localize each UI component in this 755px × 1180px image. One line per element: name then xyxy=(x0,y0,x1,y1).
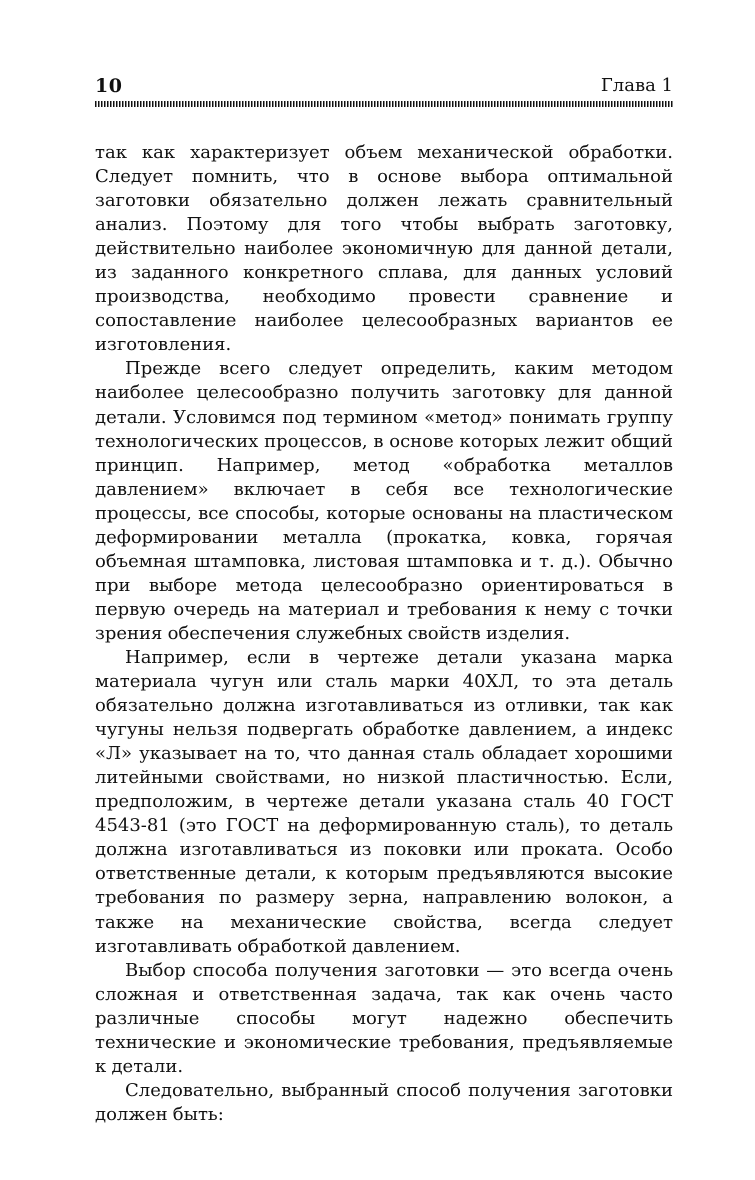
running-header xyxy=(95,75,673,101)
paragraph-2: Прежде всего следует определить, каким методом наиболее целесообразно получить заготовку для данной детали. Условимся под термином «метод» понимать группу технологических процессов, в основе которых лежит общий принцип. Например, метод «обработка металлов давлением» включает в себя все технологические процессы, все способы, которые основаны на пластическом деформировании металла (прокатка, ковка, горячая объемная штамповка, листовая штамповка и т. д.). Обычно при выборе метода целесообразно ориентироваться в первую очередь на материал и требования к нему с точки зрения обеспечения служебных свойств изделия. xyxy=(95,358,673,644)
page-number: 10 xyxy=(95,75,123,97)
paragraph-1: так как характеризует объем механической обработки. Следует помнить, что в основе выбора оптимальной заготовки обязательно должен лежать сравнительный анализ. Поэтому для того чтобы выбрать заготовку, действительно наиболее экономичную для данной детали, из заданного конкретного сплава, для данных условий производства, необходимо провести сравнение и сопоставление наиболее целесообразных вариантов ее изготовления. xyxy=(95,142,673,356)
body-text xyxy=(95,141,673,1127)
header-dotted-rule xyxy=(95,101,673,107)
paragraph-4: Выбор способа получения заготовки — это всегда очень сложная и ответственная задача, так как очень часто различные способы могут надежно обеспечить технические и экономические требования, предъявляемые к детали. xyxy=(95,959,673,1077)
paragraph-3: Например, если в чертеже детали указана марка материала чугун или сталь марки 40ХЛ, то эта деталь обязательно должна изготавливаться из отливки, так как чугуны нельзя подвергать обработке давлением, а индекс «Л» указывает на то, что данная сталь обладает хорошими литейными свойствами, но низкой пластичностью. Если, предположим, в чертеже детали указана сталь 40 ГОСТ 4543-81 (это ГОСТ на деформированную сталь), то деталь должна изготавливаться из поковки или проката. Особо ответственные детали, к которым предъявляются высокие требования по размеру зерна, направлению волокон, а также на механические свойства, всегда следует изготавливать обработкой давлением. xyxy=(95,646,673,957)
paragraph-5: Следовательно, выбранный способ получения заготовки должен быть: xyxy=(95,1079,673,1125)
chapter-title: Глава 1 xyxy=(600,75,673,96)
